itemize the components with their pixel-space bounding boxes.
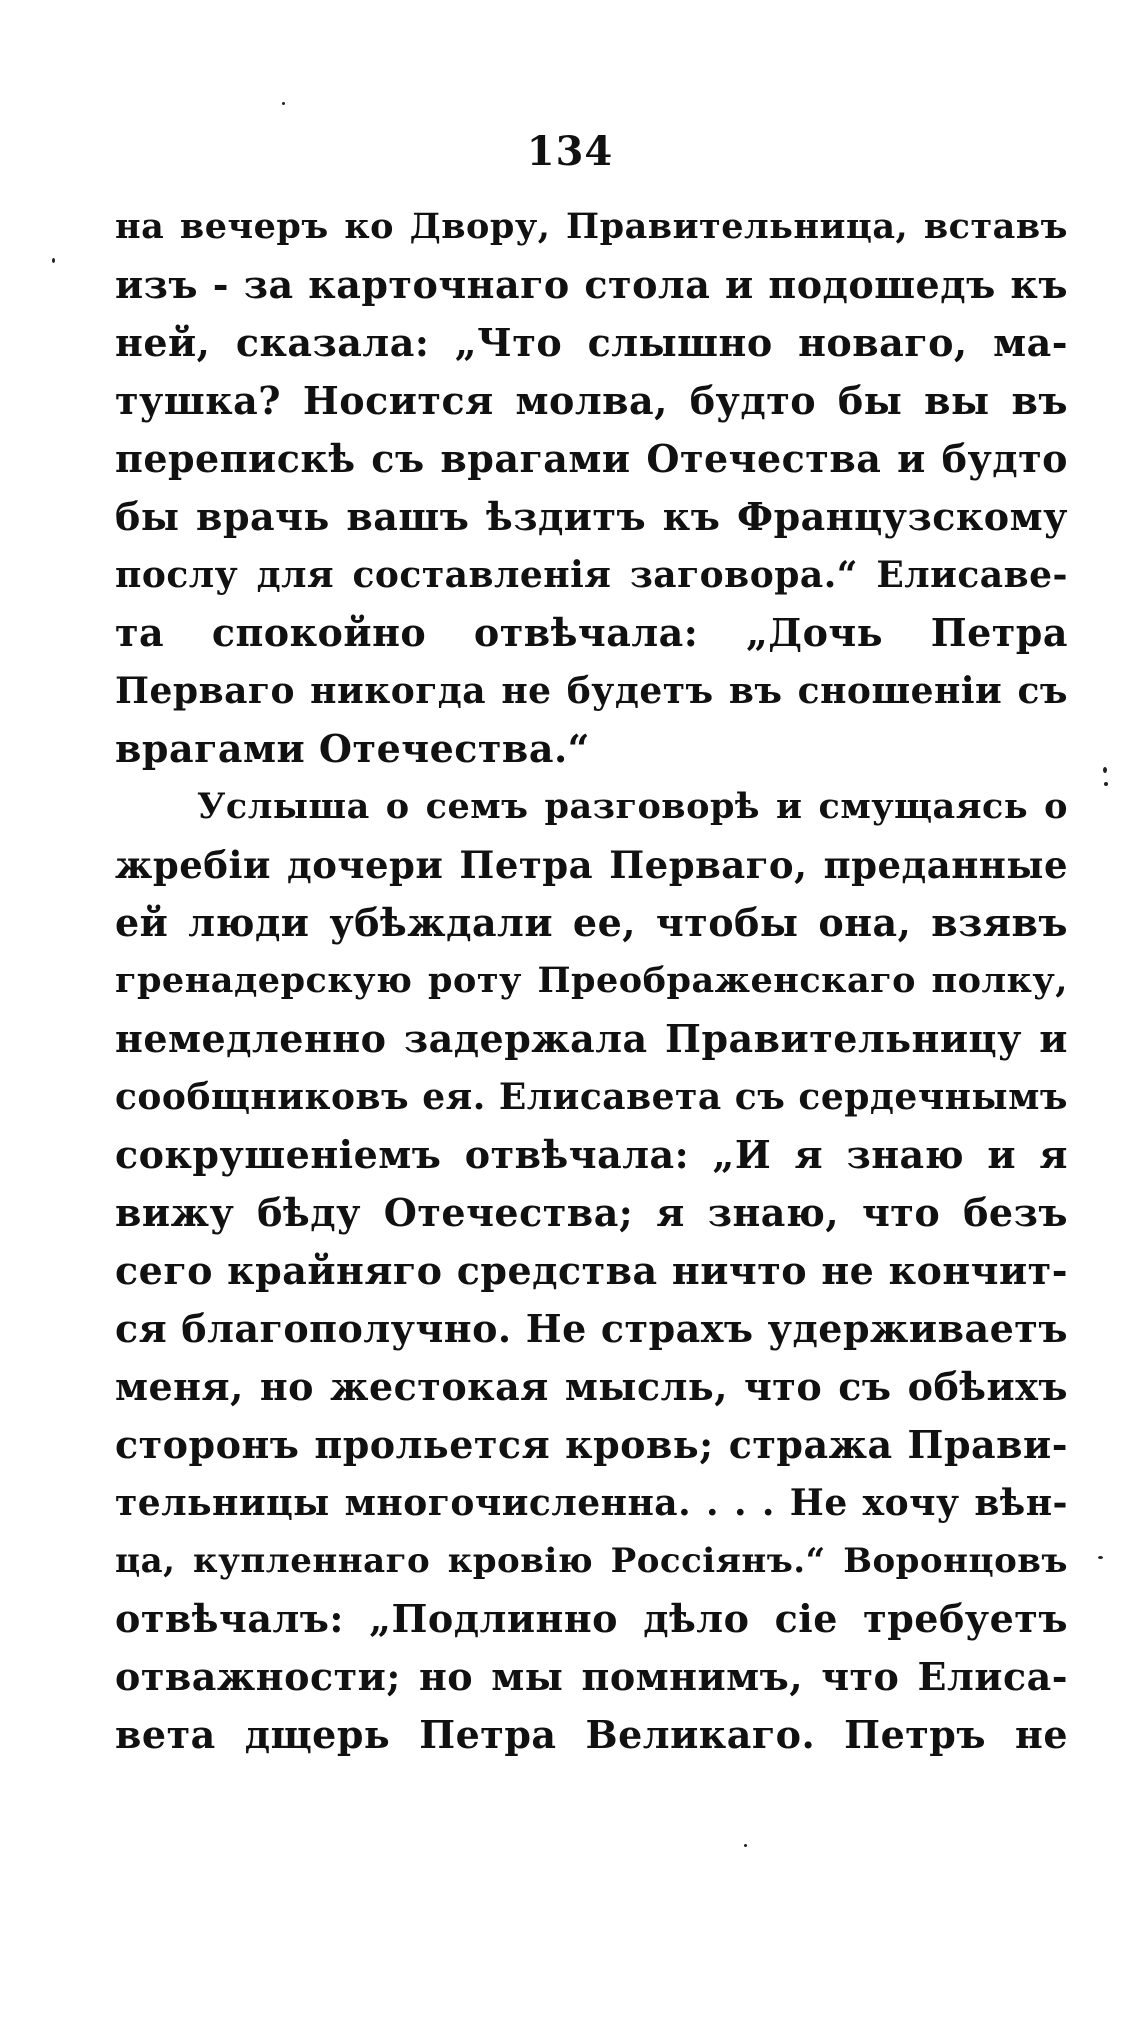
text-line: вижу бѣду Отечества; я знаю, что безъ xyxy=(115,1190,1068,1235)
text-line: Услыша о семъ разговорѣ и смущаясь о xyxy=(197,786,1068,827)
text-line: отвѣчалъ: „Подлинно дѣло сіе требуетъ xyxy=(115,1596,1068,1641)
text-line: ся благополучно. Не страхъ удерживаетъ xyxy=(115,1306,1068,1351)
text-line: на вечеръ ко Двору, Правительница, вставъ xyxy=(115,206,1068,247)
text-line: меня, но жестокая мысль, что съ обѣихъ xyxy=(115,1364,1068,1409)
text-line: та спокойно отвѣчала: „Дочь Петра xyxy=(115,610,1068,655)
text-line: перепискѣ съ врагами Отечества и будто xyxy=(115,436,1068,481)
text-line: ца, купленнаго кровію Россіянъ.“ Воронцовъ xyxy=(115,1541,1068,1581)
scan-speck xyxy=(282,102,285,105)
text-line: бы врачь вашъ ѣздитъ къ Французскому xyxy=(115,494,1068,539)
text-line: ей люди убѣждали ее, чтобы она, взявъ xyxy=(115,900,1068,945)
text-line: жребіи дочери Петра Перваго, преданные xyxy=(115,843,1068,887)
scan-speck xyxy=(1103,767,1107,773)
page-number: 134 xyxy=(526,128,614,175)
text-line: сторонъ прольется кровь; стража Прави- xyxy=(115,1422,1068,1467)
text-line: немедленно задержала Правительницу и xyxy=(115,1016,1068,1061)
body-text xyxy=(115,198,1068,1764)
text-line: послу для составленія заговора.“ Елисаве- xyxy=(115,554,1068,596)
text-line: врагами Отечества.“ xyxy=(115,726,591,771)
text-line: гренадерскую роту Преображенскаго полку, xyxy=(115,960,1068,1001)
text-line: ней, сказала: „Что слышно новаго, ма- xyxy=(115,320,1068,365)
scan-speck xyxy=(52,258,55,263)
scan-speck xyxy=(1104,782,1108,786)
text-line: Перваго никогда не будетъ въ сношеніи съ xyxy=(115,670,1068,712)
text-line: тельницы многочисленна. . . . Не хочу вѣн- xyxy=(115,1482,1068,1524)
scan-speck xyxy=(744,1844,747,1847)
scan-speck xyxy=(1098,1556,1103,1559)
text-line: отважности; но мы помнимъ, что Елиса- xyxy=(115,1654,1068,1699)
text-line: тушка? Носится молва, будто бы вы въ xyxy=(115,378,1068,423)
text-line: сообщниковъ ея. Елисавета съ сердечнымъ xyxy=(115,1076,1068,1118)
text-line: вета дщерь Петра Великаго. Петръ не xyxy=(115,1712,1068,1757)
text-line: изъ - за карточнаго стола и подошедъ къ xyxy=(115,262,1068,307)
text-line: сокрушеніемъ отвѣчала: „И я знаю и я xyxy=(115,1132,1068,1177)
text-line: сего крайняго средства ничто не кончит- xyxy=(115,1248,1068,1293)
